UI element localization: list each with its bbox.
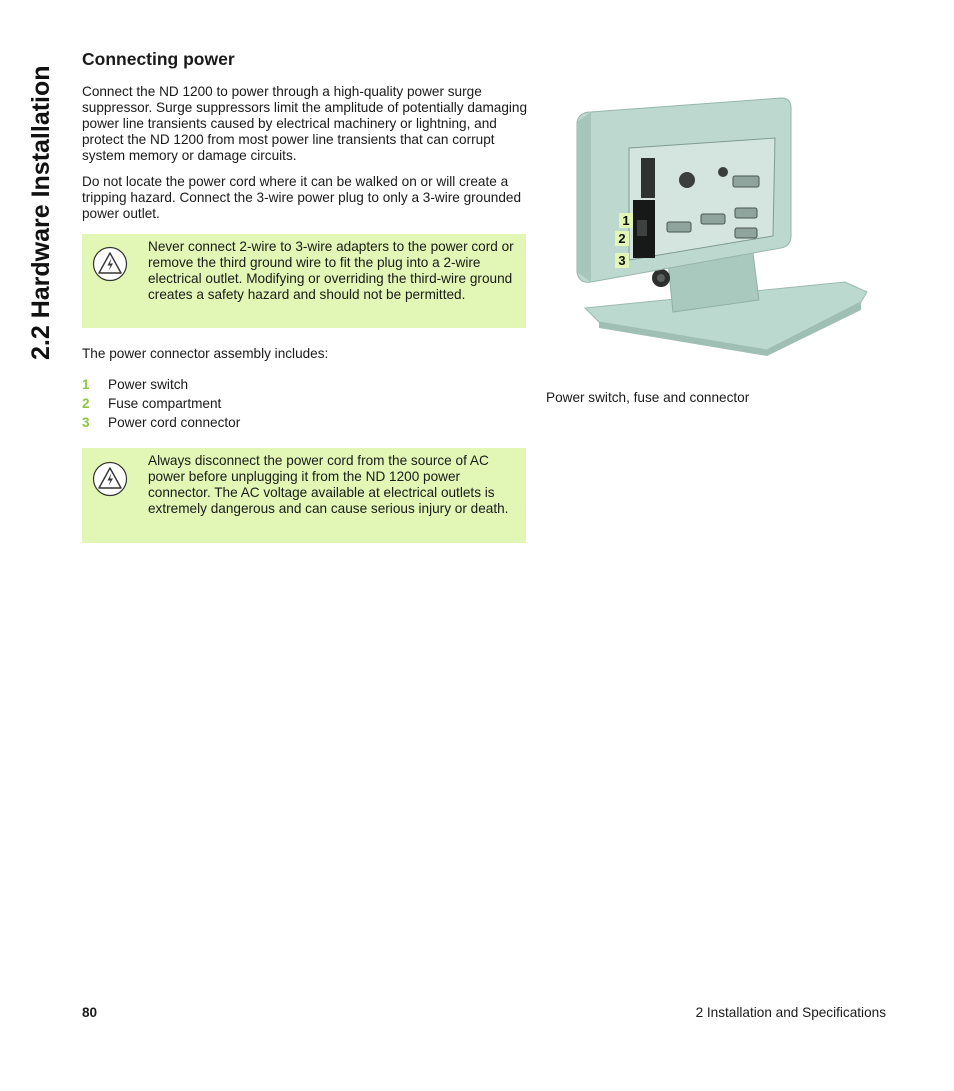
list-item-label: Power switch (108, 377, 189, 392)
warning-note-text: Never connect 2-wire to 3-wire adapters to the power cord or remove the third ground wire to fit the plug into a 2-wire electrical outlet. Modifying or overriding the third-wire ground creates a safety hazard and should not be permitted. (148, 239, 514, 302)
list-intro: The power connector assembly includes: (82, 346, 329, 361)
footer-chapter-title: 2 Installation and Specifications (695, 1005, 886, 1020)
figure-callout: 3 (618, 253, 626, 268)
intro-paragraph: Connect the ND 1200 to power through a high-quality power surge suppressor. Surge suppressors limit the amplitude of potentially damaging power line transients caused by electrical machinery or lightning, and protect the ND 1200 from most power line transients that can corrupt system memory or damage circuits. (82, 84, 528, 163)
warning-note-disconnect (82, 448, 526, 543)
figure-callout: 2 (618, 231, 626, 246)
device-rear-photo (555, 90, 875, 365)
list-item-number: 3 (82, 415, 90, 430)
list-item (82, 394, 240, 413)
warning-note-text: Always disconnect the power cord from the source of AC power before unplugging it from the ND 1200 power connector. The AC voltage available at electrical outlets is extremely dangerous and can cause serious injury or death. (148, 453, 509, 516)
figure-callout: 1 (622, 213, 630, 228)
power-cord-paragraph: Do not locate the power cord where it can be walked on or will create a tripping hazard. Connect the 3-wire power plug to only a 3-wire grounded power outlet. (82, 174, 522, 221)
section-heading: Connecting power (82, 49, 235, 69)
list-item-number: 1 (82, 377, 90, 392)
list-item-label: Power cord connector (108, 415, 241, 430)
figure-caption: Power switch, fuse and connector (546, 390, 750, 405)
warning-note-adapters (82, 234, 526, 328)
list-item-label: Fuse compartment (108, 396, 222, 411)
list-item (82, 375, 240, 394)
chapter-side-title: 2.2 Hardware Installation (27, 65, 55, 360)
list-item (82, 413, 240, 432)
electrical-hazard-warning-icon (92, 246, 128, 282)
power-assembly-list (82, 375, 240, 432)
electrical-hazard-warning-icon (92, 461, 128, 497)
list-item-number: 2 (82, 396, 90, 411)
page-number: 80 (82, 1005, 98, 1020)
